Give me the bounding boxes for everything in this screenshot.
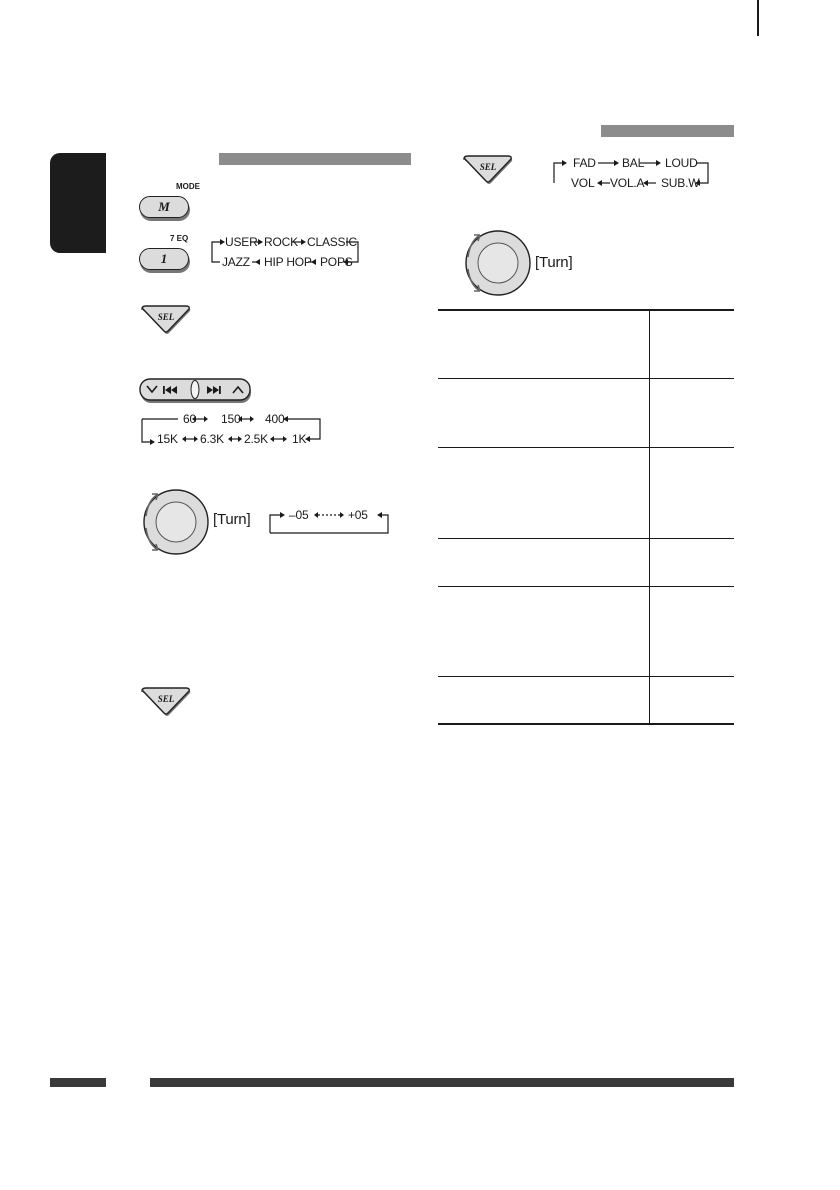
table-row	[438, 379, 734, 448]
level-range-arrows	[268, 505, 392, 537]
table-row	[438, 677, 734, 725]
eq-preset-label: JAZZ	[222, 255, 250, 269]
audio-setting-label: FAD	[573, 156, 596, 170]
table-row	[438, 587, 734, 677]
footer-bar-right	[150, 1078, 734, 1087]
mode-button-face: M	[139, 196, 189, 218]
eq-preset-button[interactable]	[139, 248, 189, 272]
frequency-label: 15K	[157, 432, 178, 446]
sel-button[interactable]	[139, 304, 191, 332]
sel-button-face: SEL	[479, 162, 497, 172]
mode-button-caption: MODE	[176, 182, 200, 191]
sel-button[interactable]	[139, 686, 191, 714]
section-index-tab	[50, 153, 106, 253]
section-heading-bar-left	[219, 153, 411, 165]
control-dial[interactable]	[136, 484, 212, 565]
table-row	[438, 448, 734, 539]
level-max-label: +05	[348, 508, 368, 522]
mode-button[interactable]	[139, 196, 189, 220]
table-row	[438, 311, 734, 379]
eq-preset-label: USER	[225, 235, 258, 249]
turn-label: [Turn]	[535, 254, 573, 271]
section-heading-bar-right	[601, 125, 734, 137]
eq-button-face: 1	[139, 248, 189, 270]
eq-preset-label: POPS	[320, 255, 353, 269]
eq-preset-label: CLASSIC	[307, 235, 357, 249]
frequency-label: 2.5K	[244, 432, 268, 446]
eq-preset-label: ROCK	[264, 235, 298, 249]
frequency-label: 1K	[292, 432, 307, 446]
turn-label: [Turn]	[213, 511, 251, 528]
table-row	[438, 539, 734, 587]
frequency-label: 6.3K	[200, 432, 224, 446]
audio-setting-label: LOUD	[665, 156, 698, 170]
eq-button-caption: 7 EQ	[170, 234, 189, 243]
frequency-label: 150	[221, 412, 241, 426]
control-dial[interactable]	[458, 225, 534, 306]
audio-setting-label: SUB.W	[661, 176, 700, 190]
sel-button-face: SEL	[157, 312, 175, 322]
eq-preset-label: HIP HOP	[264, 255, 312, 269]
sel-button-face: SEL	[157, 694, 175, 704]
level-min-label: –05	[289, 508, 309, 522]
audio-setting-label: VOL.A	[610, 176, 645, 190]
audio-setting-label: VOL	[571, 176, 595, 190]
sel-button[interactable]	[461, 154, 513, 182]
page-corner-line	[757, 0, 759, 36]
frequency-label: 60	[183, 412, 196, 426]
skip-rocker-button[interactable]	[139, 378, 253, 411]
frequency-label: 400	[265, 412, 285, 426]
footer-bar-left	[50, 1078, 106, 1087]
audio-setting-label: BAL	[622, 156, 645, 170]
settings-table	[438, 309, 734, 725]
